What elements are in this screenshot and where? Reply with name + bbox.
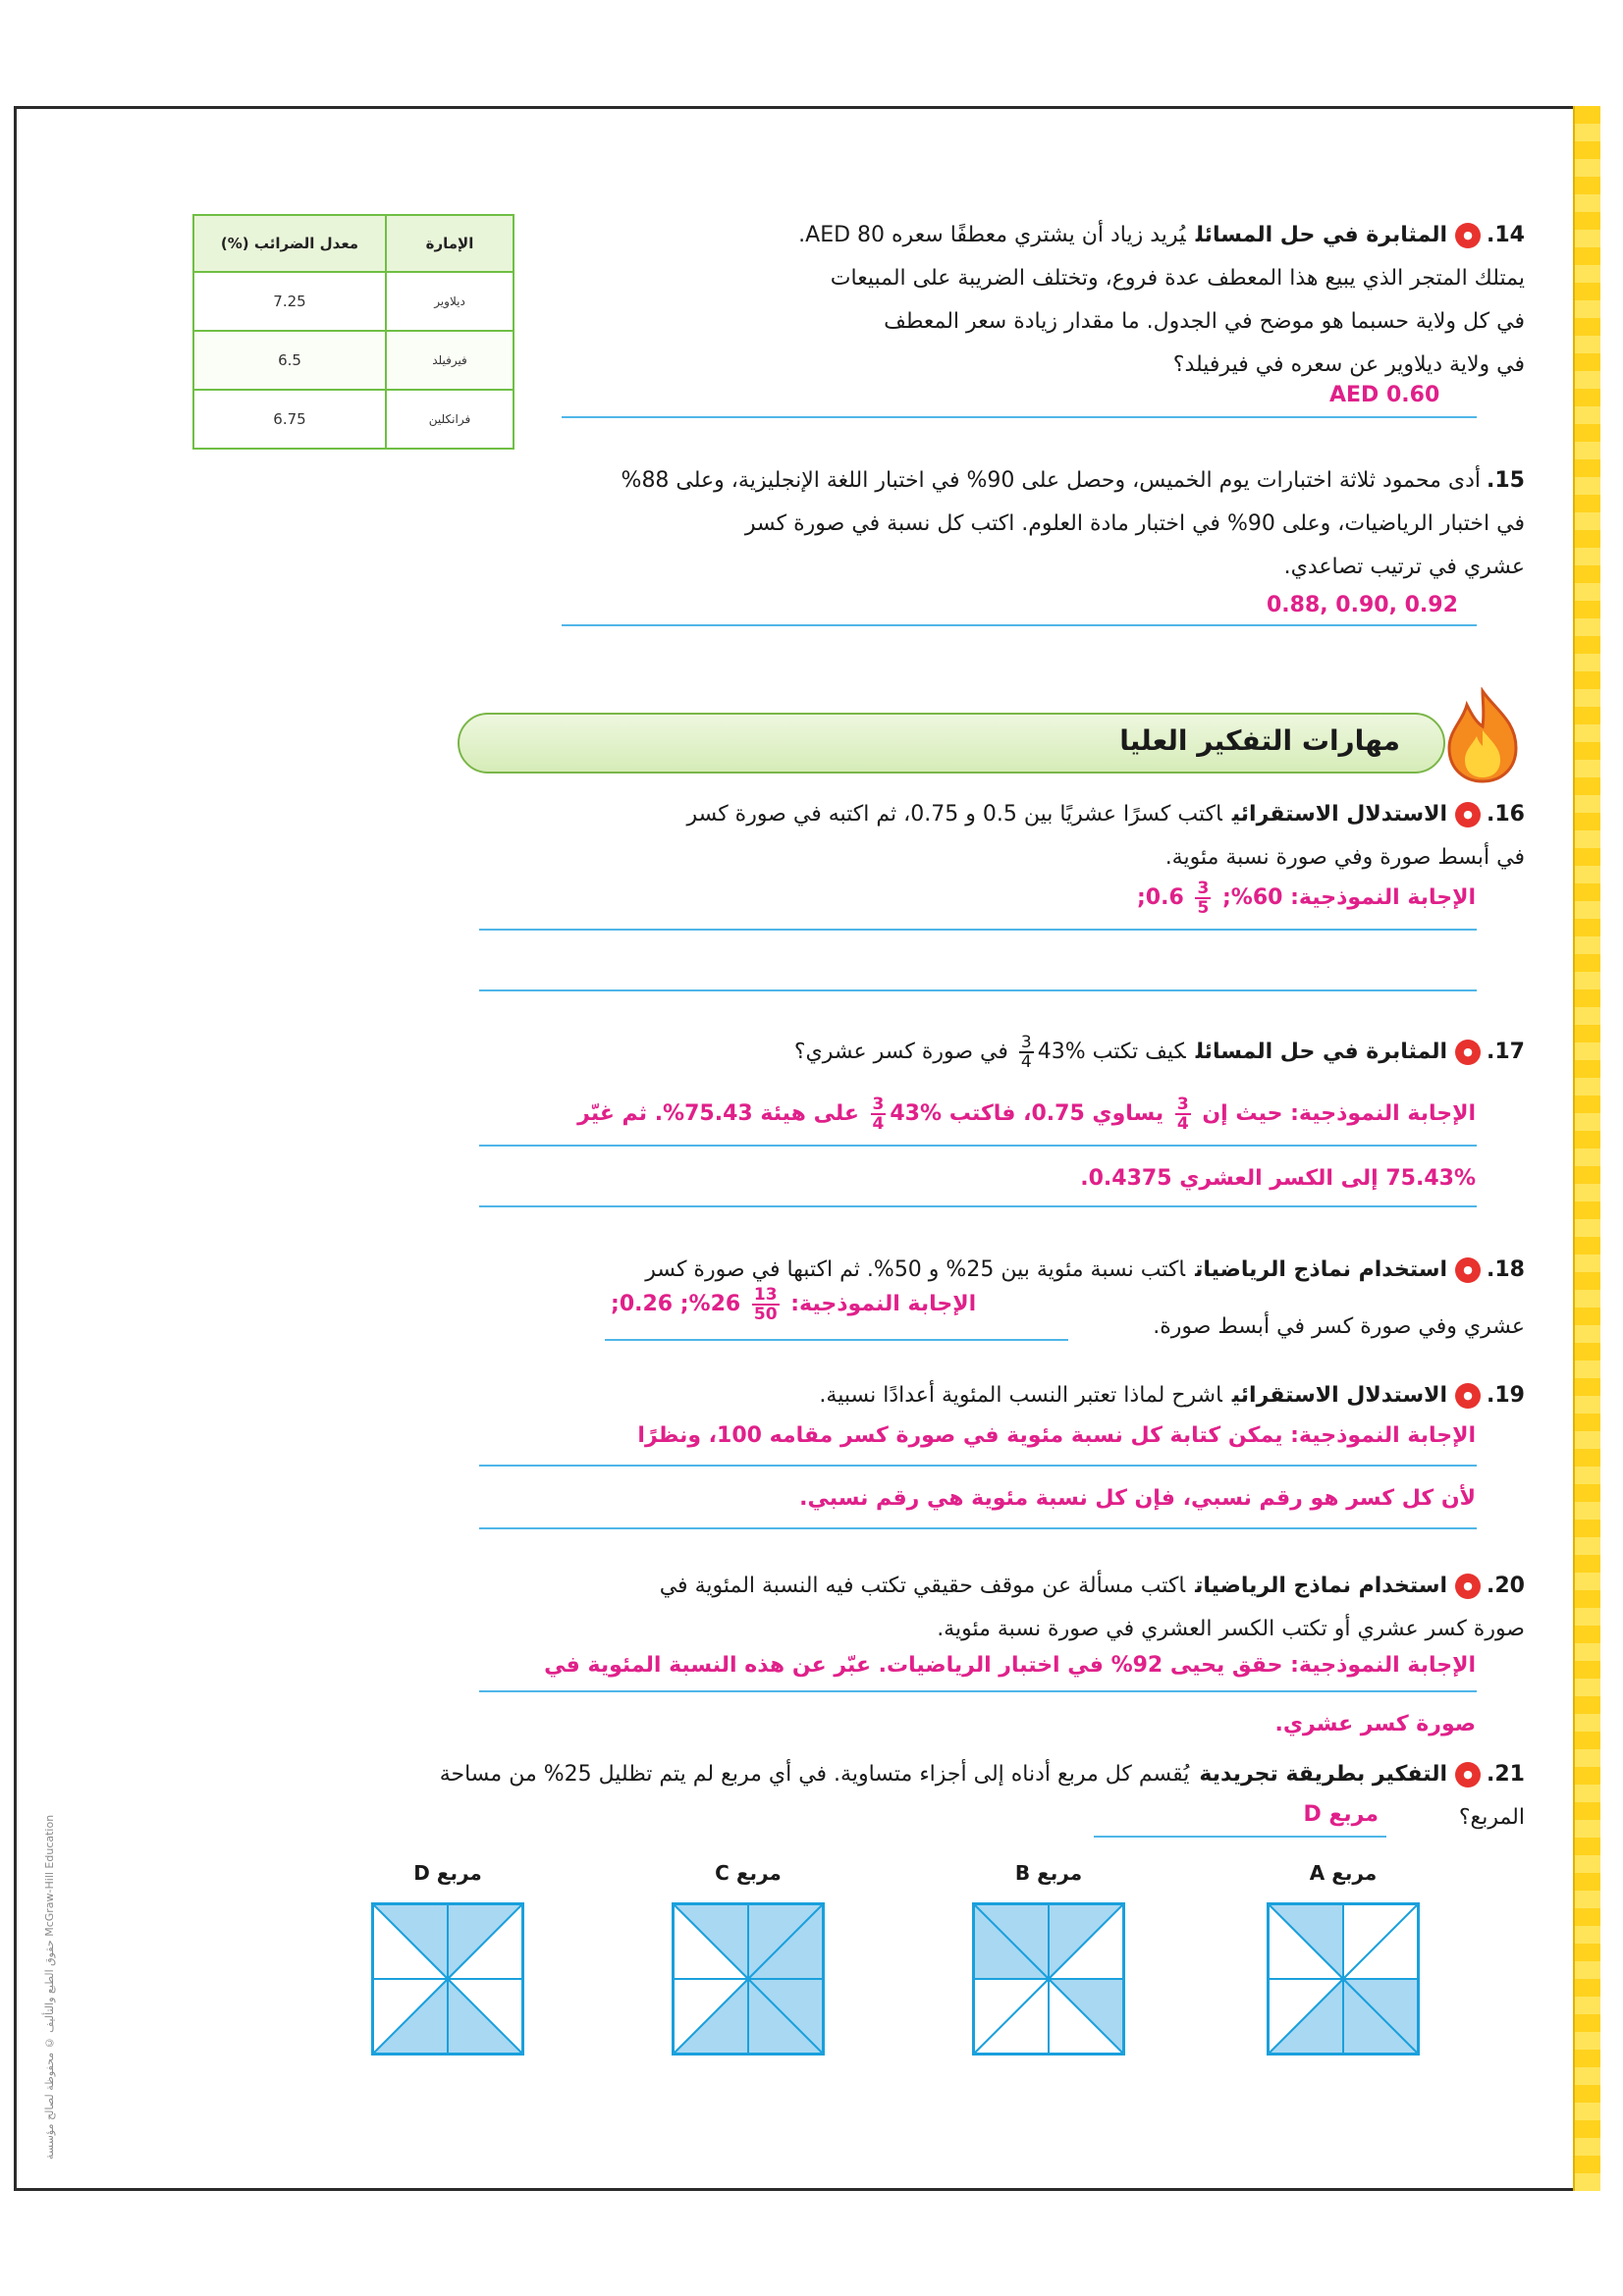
- answer-line-15: [562, 624, 1477, 626]
- section-title: مهارات التفكير العليا: [1119, 724, 1400, 757]
- cell-rate: 7.25: [193, 272, 386, 331]
- cell-rate: 6.75: [193, 390, 386, 449]
- partitioned-square: [1267, 1902, 1420, 2056]
- question-number: 20.: [1487, 1574, 1525, 1598]
- question-20: 20.●استخدام نماذج الرياضياتاكتب مسألة عن موقف حقيقي تكتب فيه النسبة المئوية في صورة كسر عشري أو تكتب الكسر العشري في صورة نسبة مئوية.: [659, 1574, 1525, 1641]
- answer-18: الإجابة النموذجية: $\frac{13}{50}$ 26%; 0.26;: [611, 1285, 977, 1324]
- square-label: مربع B: [1014, 1861, 1083, 1885]
- practice-badge-icon: ●: [1455, 1257, 1481, 1283]
- answer-line-16a: [479, 929, 1477, 931]
- skill-label: التفكير بطريقة تجريدية: [1199, 1762, 1448, 1787]
- yellow-edge-stripe: [1573, 106, 1600, 2191]
- table-row: [193, 331, 514, 390]
- practice-badge-icon: ●: [1455, 1574, 1481, 1599]
- question-14-line2: يمتلك المتجر الذي يبيع هذا المعطف عدة فروع، وتختلف الضريبة على المبيعات: [830, 266, 1525, 291]
- center-dot: [1046, 1976, 1052, 1982]
- question-14: [582, 214, 1525, 387]
- question-21: 21.●التفكير بطريقة تجريديةيُقسم كل مربع أدناه إلى أجزاء متساوية. في أي مربع لم يتم تظليل 25% من مساحة المربع؟: [439, 1762, 1525, 1830]
- answer-19-line2: لأن كل كسر هو رقم نسبي، فإن كل نسبة مئوية هي رقم نسبي.: [799, 1486, 1476, 1511]
- answer-line-14: [562, 416, 1477, 418]
- answer-16: الإجابة النموذجية: 60%; $\frac{3}{5}$ 0.6;: [1136, 879, 1476, 918]
- skill-label: المثابرة في حل المسائل: [1195, 1040, 1448, 1064]
- question-16: 16.●الاستدلال الاستقرائياكتب كسرًا عشريًا بين 0.5 و 0.75، ثم اكتبه في صورة كسر في أبسط صورة وفي صورة نسبة مئوية.: [686, 802, 1525, 870]
- fraction: $\frac{13}{50}$: [753, 1285, 778, 1324]
- partitioned-square: [972, 1902, 1125, 2056]
- center-dot: [1340, 1976, 1346, 1982]
- table-row: [193, 390, 514, 449]
- answer-17-line1: الإجابة النموذجية: حيث إن $\frac{3}{4}$ يساوي 0.75، فاكتب %43 $\frac{3}{4}$ على هيئة 75.43%. ثم غيّر: [577, 1095, 1476, 1134]
- col-header-emirate: الإمارة: [386, 215, 514, 272]
- fraction: $\frac{3}{4}$: [1020, 1033, 1032, 1072]
- question-14-line3: في كل ولاية حسبما هو موضح في الجدول. ما مقدار زيادة سعر المعطف: [884, 309, 1525, 334]
- question-number: 18.: [1487, 1257, 1525, 1282]
- answer-20-line1: الإجابة النموذجية: حقق يحيى 92% في اختبار الرياضيات. عبّر عن هذه النسبة المئوية في: [544, 1653, 1476, 1678]
- practice-badge-icon: ●: [1455, 1762, 1481, 1788]
- answer-line-19b: [479, 1527, 1477, 1529]
- table-row: [193, 272, 514, 331]
- practice-badge-icon: ●: [1455, 802, 1481, 828]
- answer-line-20: [479, 1690, 1477, 1692]
- answer-line-18: [605, 1339, 1068, 1341]
- fraction: $\frac{3}{4}$: [872, 1095, 885, 1134]
- answer-20-line2: صورة كسر عشري.: [1274, 1712, 1476, 1736]
- col-header-tax: معدل الضرائب (%): [193, 215, 386, 272]
- tax-rate-table: [192, 214, 514, 450]
- skill-label: الاستدلال الاستقرائي: [1231, 1383, 1448, 1408]
- answer-line-21: [1094, 1836, 1386, 1838]
- answer-21: مربع D: [1303, 1802, 1379, 1827]
- practice-badge-icon: ●: [1455, 1383, 1481, 1409]
- center-dot: [745, 1976, 751, 1982]
- question-number: 16.: [1487, 802, 1525, 827]
- question-number: 19.: [1487, 1383, 1525, 1408]
- cell-emirate: ديلاوير: [386, 272, 514, 331]
- question-number: 15.: [1487, 468, 1525, 493]
- skill-label: استخدام نماذج الرياضيات: [1195, 1257, 1448, 1282]
- section-header-bar: [458, 713, 1445, 774]
- skill-label: استخدام نماذج الرياضيات: [1195, 1574, 1448, 1598]
- square-label: مربع D: [413, 1861, 482, 1885]
- question-19: 19.●الاستدلال الاستقرائياشرح لماذا تعتبر النسب المئوية أعدادًا نسبية.: [819, 1383, 1525, 1408]
- answer-17-line2: 75.43% إلى الكسر العشري 0.4375.: [1080, 1166, 1476, 1191]
- question-14-line4: في ولاية ديلاوير عن سعره في فيرفيلد؟: [1172, 352, 1525, 377]
- question-number: 14.: [1487, 223, 1525, 247]
- question-number: 17.: [1487, 1040, 1525, 1064]
- cell-rate: 6.5: [193, 331, 386, 390]
- skill-label: المثابرة في حل المسائل: [1195, 223, 1448, 247]
- question-17: 17.●المثابرة في حل المسائلكيف تكتب %43 $\frac{3}{4}$ في صورة كسر عشري؟: [793, 1033, 1525, 1072]
- question-14-line1: 14.●المثابرة في حل المسائليُريد زياد أن يشتري معطفًا سعره AED 80.: [798, 223, 1525, 247]
- copyright-credit: حقوق الطبع والتأليف © محفوظة لصالح مؤسسة McGraw-Hill Education: [43, 1814, 56, 2160]
- answer-line-19a: [479, 1465, 1477, 1467]
- question-15: 15.أدى محمود ثلاثة اختبارات يوم الخميس، وحصل على 90% في اختبار اللغة الإنجليزية، وعلى 88% في اختبار الرياضيات، وعلى 90% في اختبار مادة العلوم. اكتب كل نسبة في صورة كسر عشري في ترتيب تصاعدي.: [621, 468, 1525, 579]
- answer-line-16b: [479, 989, 1477, 991]
- center-dot: [445, 1976, 451, 1982]
- fraction: $\frac{3}{5}$: [1197, 879, 1210, 918]
- question-18: 18.●استخدام نماذج الرياضياتاكتب نسبة مئوية بين 25% و 50%. ثم اكتبها في صورة كسر عشري وفي صورة كسر في أبسط صورة.: [645, 1257, 1525, 1339]
- cell-emirate: فرانكلين: [386, 390, 514, 449]
- answer-15: 0.88, 0.90, 0.92: [1267, 593, 1458, 617]
- square-label: مربع C: [715, 1861, 782, 1885]
- square-label: مربع A: [1309, 1861, 1378, 1885]
- cell-emirate: فيرفيلد: [386, 331, 514, 390]
- answer-19-line1: الإجابة النموذجية: يمكن كتابة كل نسبة مئوية في صورة كسر مقامه 100، ونظرًا: [637, 1423, 1476, 1448]
- answer-14: AED 0.60: [1329, 383, 1440, 407]
- fraction: $\frac{3}{4}$: [1176, 1095, 1189, 1134]
- table-header-row: [193, 215, 514, 272]
- partitioned-square: [672, 1902, 825, 2056]
- partitioned-square: [371, 1902, 524, 2056]
- practice-badge-icon: ●: [1455, 223, 1481, 248]
- question-number: 21.: [1487, 1762, 1525, 1787]
- flame-icon: [1437, 687, 1528, 785]
- practice-badge-icon: ●: [1455, 1040, 1481, 1065]
- answer-line-17b: [479, 1205, 1477, 1207]
- skill-label: الاستدلال الاستقرائي: [1231, 802, 1448, 827]
- answer-line-17a: [479, 1145, 1477, 1147]
